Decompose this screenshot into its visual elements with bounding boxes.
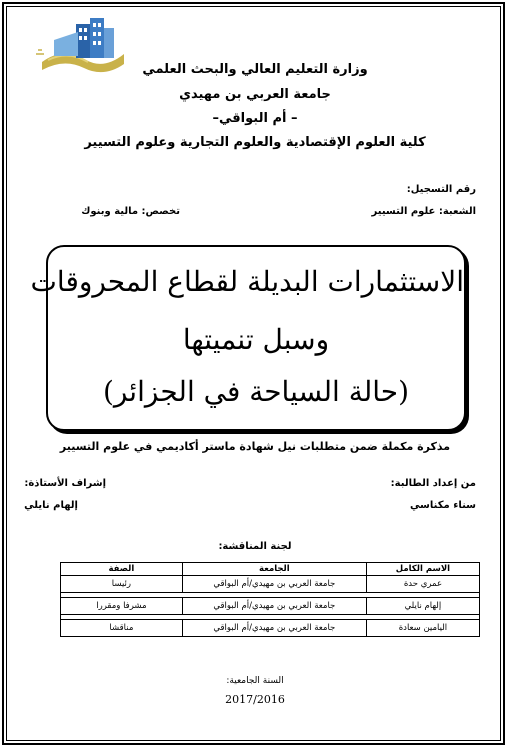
branch-label: الشعبة: علوم التسيير xyxy=(371,206,476,217)
student-name: سناء مكناسي xyxy=(409,500,476,511)
ministry-name: وزارة التعليم العالي والبحث العلمي xyxy=(142,62,368,77)
specialty-label: تخصص: مالية وبنوك xyxy=(81,206,180,217)
university-city: – أم البواقي– xyxy=(212,111,298,126)
header-university: الجامعة xyxy=(182,563,366,576)
member-university: جامعة العربي بن مهيدي/أم البواقي xyxy=(182,598,366,615)
member-role: مناقشا xyxy=(61,620,183,637)
committee-table xyxy=(60,562,480,637)
member-role: مشرفا ومقررا xyxy=(61,598,183,615)
prepared-by-label: من إعداد الطالبة: xyxy=(390,478,476,489)
member-name: إلهام نايلي xyxy=(366,598,479,615)
member-name: عمري حدة xyxy=(366,576,479,593)
table-row xyxy=(61,576,480,593)
faculty-name: كلية العلوم الإقتصادية والعلوم التجارية وعلوم التسيير xyxy=(84,135,426,150)
header-role: الصفة xyxy=(61,563,183,576)
university-name: جامعة العربي بن مهيدي xyxy=(179,87,331,102)
thesis-subtitle: مذكرة مكملة ضمن متطلبات نيل شهادة ماستر أكاديمي في علوم التسيير xyxy=(59,440,451,453)
academic-year-value: 2017/2016 xyxy=(225,693,285,706)
member-university: جامعة العربي بن مهيدي/أم البواقي xyxy=(182,576,366,593)
thesis-title-box xyxy=(30,245,466,431)
thesis-title-line-3: (حالة السياحة في الجزائر) xyxy=(102,375,410,408)
committee-label: لجنة المناقشة: xyxy=(218,541,292,552)
supervised-by-label: إشراف الأستاذة: xyxy=(24,478,106,489)
table-row xyxy=(61,598,480,615)
supervisor-name: إلهام نايلي xyxy=(24,500,78,511)
table-header-row xyxy=(61,563,480,576)
header-full-name: الاسم الكامل xyxy=(366,563,479,576)
academic-year-label: السنة الجامعية: xyxy=(226,676,284,686)
member-role: رئيسا xyxy=(61,576,183,593)
thesis-title-line-1: الاستثمارات البديلة لقطاع المحروقات xyxy=(30,265,464,298)
member-name: اليامين سعادة xyxy=(366,620,479,637)
table-row xyxy=(61,620,480,637)
member-university: جامعة العربي بن مهيدي/أم البواقي xyxy=(182,620,366,637)
registration-number-label: رقم التسجيل: xyxy=(406,184,476,195)
thesis-title-line-2: وسبل تنميتها xyxy=(182,323,330,356)
